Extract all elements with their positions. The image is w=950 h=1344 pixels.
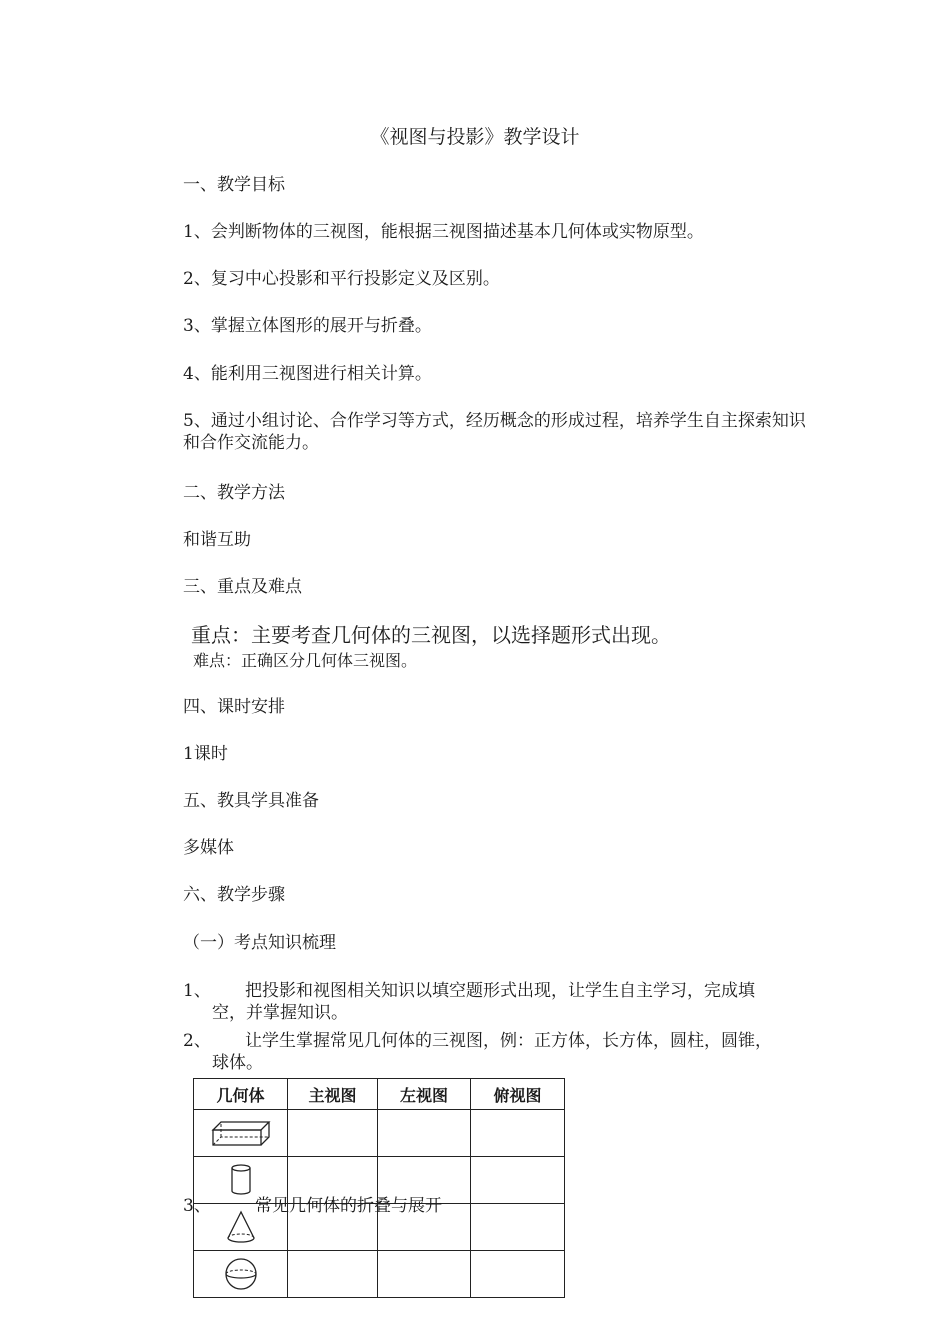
cuboid-icon <box>209 1118 273 1148</box>
step-1-number: 1、 <box>183 981 211 1001</box>
goal-item-3: 3、掌握立体图形的展开与折叠。 <box>183 316 432 336</box>
section-heading-schedule: 四、课时安排 <box>183 697 285 717</box>
section-heading-steps: 六、教学步骤 <box>183 885 285 905</box>
steps-subheading-1: （一）考点知识梳理 <box>183 933 336 953</box>
table-header: 主视图 <box>288 1079 378 1110</box>
step-1-line-2: 空，并掌握知识。 <box>212 1003 348 1023</box>
step-1-line-1: 把投影和视图相关知识以填空题形式出现，让学生自主学习，完成填 <box>245 981 755 1001</box>
table-row <box>194 1110 565 1157</box>
three-views-table <box>193 1078 565 1298</box>
section-heading-materials: 五、教具学具准备 <box>183 791 319 811</box>
table-cell <box>378 1251 471 1298</box>
goal-item-1: 1、会判断物体的三视图，能根据三视图描述基本几何体或实物原型。 <box>183 222 704 242</box>
table-header: 左视图 <box>378 1079 471 1110</box>
keypoint-difficulty: 难点：正确区分几何体三视图。 <box>193 651 418 670</box>
step-2-number: 2、 <box>183 1031 211 1051</box>
table-cell <box>378 1110 471 1157</box>
goal-item-5: 5、通过小组讨论、合作学习等方式，经历概念的形成过程，培养学生自主探索知识和合作交流能力。 <box>183 411 806 453</box>
goal-item-2: 2、复习中心投影和平行投影定义及区别。 <box>183 269 500 289</box>
goal-item-4: 4、能利用三视图进行相关计算。 <box>183 364 432 384</box>
section-heading-keypoints: 三、重点及难点 <box>183 577 302 597</box>
document-title: 《视图与投影》教学设计 <box>370 126 580 148</box>
schedule-body: 1课时 <box>183 744 228 764</box>
table-cell <box>471 1204 565 1251</box>
section-heading-goals: 一、教学目标 <box>183 175 285 195</box>
cone-icon <box>224 1209 258 1245</box>
step-2-line-2: 球体。 <box>212 1053 263 1073</box>
method-body: 和谐互助 <box>183 530 251 550</box>
table-cell <box>194 1251 288 1298</box>
section-heading-method: 二、教学方法 <box>183 483 285 503</box>
table-cell <box>288 1251 378 1298</box>
step-2-line-1: 让学生掌握常见几何体的三视图，例：正方体，长方体，圆柱，圆锥， <box>245 1031 772 1051</box>
materials-body: 多媒体 <box>183 838 234 858</box>
step-3-text: 常见几何体的折叠与展开 <box>255 1196 442 1216</box>
cylinder-icon <box>228 1163 254 1197</box>
table-header-row <box>194 1079 565 1110</box>
table-cell <box>471 1157 565 1204</box>
table-row <box>194 1251 565 1298</box>
table-cell <box>471 1251 565 1298</box>
table-header: 俯视图 <box>471 1079 565 1110</box>
table-header: 几何体 <box>194 1079 288 1110</box>
table-cell <box>288 1110 378 1157</box>
table-cell <box>194 1110 288 1157</box>
keypoint-focus: 重点：主要考查几何体的三视图，以选择题形式出现。 <box>191 623 671 647</box>
sphere-icon <box>223 1256 259 1292</box>
step-3-number: 3、 <box>183 1196 211 1216</box>
table-cell <box>471 1110 565 1157</box>
